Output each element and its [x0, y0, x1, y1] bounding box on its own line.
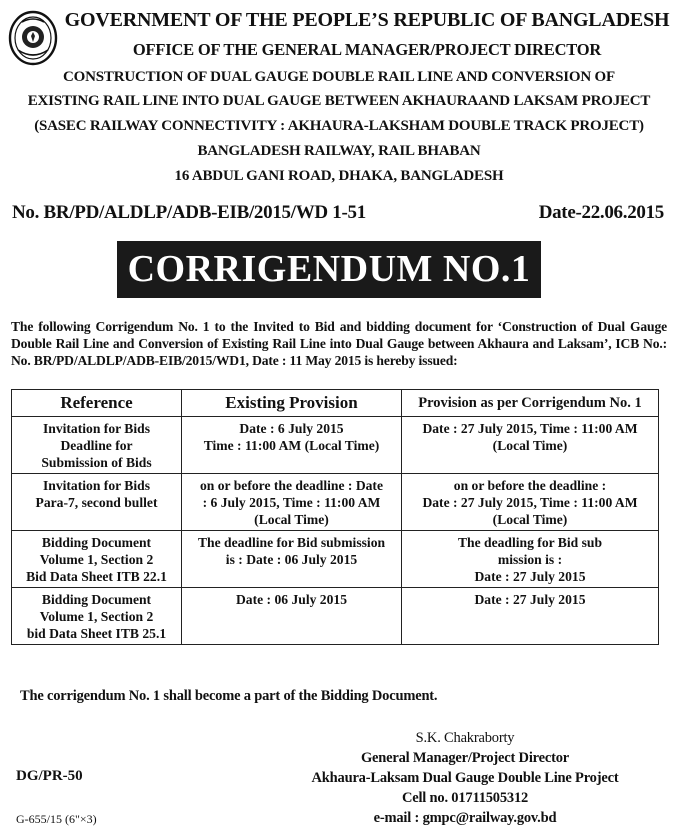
dg-pr-number: DG/PR-50: [16, 768, 83, 784]
document-title: CORRIGENDUM NO.1: [117, 241, 541, 298]
signature-block: [255, 728, 675, 828]
header-project-line-1: CONSTRUCTION OF DUAL GAUGE DOUBLE RAIL LINE AND CONVERSION OF: [63, 69, 615, 85]
corrigendum-provision-cell: Date : 27 July 2015: [402, 588, 659, 645]
signatory-project: Akhaura-Laksam Dual Gauge Double Line Project: [311, 770, 619, 786]
header-address: 16 ABDUL GANI ROAD, DHAKA, BANGLADESH: [174, 168, 504, 184]
corrigendum-provision-cell: Date : 27 July 2015, Time : 11:00 AM (Local Time): [402, 417, 659, 474]
reference-cell: Bidding Document Volume 1, Section 2 bid Data Sheet ITB 25.1: [12, 588, 182, 645]
header-project-line-2: EXISTING RAIL LINE INTO DUAL GAUGE BETWEEN AKHAURAAND LAKSAM PROJECT: [27, 93, 651, 109]
corrigendum-provision-cell: The deadling for Bid sub mission is : Date : 27 July 2015: [402, 531, 659, 588]
table-row: [12, 531, 659, 588]
reference-cell: Invitation for Bids Deadline for Submission of Bids: [12, 417, 182, 474]
existing-provision-cell: Date : 06 July 2015: [182, 588, 402, 645]
g-number: G-655/15 (6"×3): [16, 812, 97, 826]
table-row: [12, 417, 659, 474]
intro-paragraph: The following Corrigendum No. 1 to the Invited to Bid and bidding document for ‘Construction of Dual Gauge Double Rail Line and Conversion of Existing Rail Line into Dual Gauge between Akhaura and Laksam’, ICB No.: No. BR/PD/ALDLP/ADB-EIB/2015/WD1, Date : 11 May 2015 is hereby issued:: [11, 319, 667, 368]
existing-provision-cell: on or before the deadline : Date : 6 July 2015, Time : 11:00 AM (Local Time): [182, 474, 402, 531]
header-office: OFFICE OF THE GENERAL MANAGER/PROJECT DIRECTOR: [132, 40, 602, 59]
table-row: [12, 474, 659, 531]
reference-cell: Bidding Document Volume 1, Section 2 Bid Data Sheet ITB 22.1: [12, 531, 182, 588]
table-row: [12, 588, 659, 645]
column-header-reference: Reference: [12, 390, 182, 417]
table-header-row: [12, 390, 659, 417]
existing-provision-cell: Date : 6 July 2015 Time : 11:00 AM (Local Time): [182, 417, 402, 474]
column-header-existing: Existing Provision: [182, 390, 402, 417]
corrigendum-table: [11, 389, 659, 645]
header-project-subtitle: (SASEC RAILWAY CONNECTIVITY : AKHAURA-LAKSHAM DOUBLE TRACK PROJECT): [34, 118, 644, 134]
reference-date: Date-22.06.2015: [538, 202, 664, 223]
corrigendum-provision-cell: on or before the deadline : Date : 27 July 2015, Time : 11:00 AM (Local Time): [402, 474, 659, 531]
signatory-email: e-mail : gmpc@railway.gov.bd: [373, 810, 557, 826]
signatory-cell: Cell no. 01711505312: [401, 790, 529, 806]
column-header-corrigendum: Provision as per Corrigendum No. 1: [402, 390, 659, 417]
closing-statement: The corrigendum No. 1 shall become a part of the Bidding Document.: [20, 688, 438, 704]
signatory-designation: General Manager/Project Director: [360, 750, 570, 766]
reference-cell: Invitation for Bids Para-7, second bullet: [12, 474, 182, 531]
signatory-name: S.K. Chakraborty: [415, 730, 515, 746]
existing-provision-cell: The deadline for Bid submission is : Date : 06 July 2015: [182, 531, 402, 588]
reference-number: No. BR/PD/ALDLP/ADB-EIB/2015/WD 1-51: [12, 202, 366, 223]
header-railway: BANGLADESH RAILWAY, RAIL BHABAN: [197, 143, 481, 159]
header-government: GOVERNMENT OF THE PEOPLE’S REPUBLIC OF BANGLADESH: [64, 9, 670, 31]
government-seal-icon: [8, 10, 58, 66]
